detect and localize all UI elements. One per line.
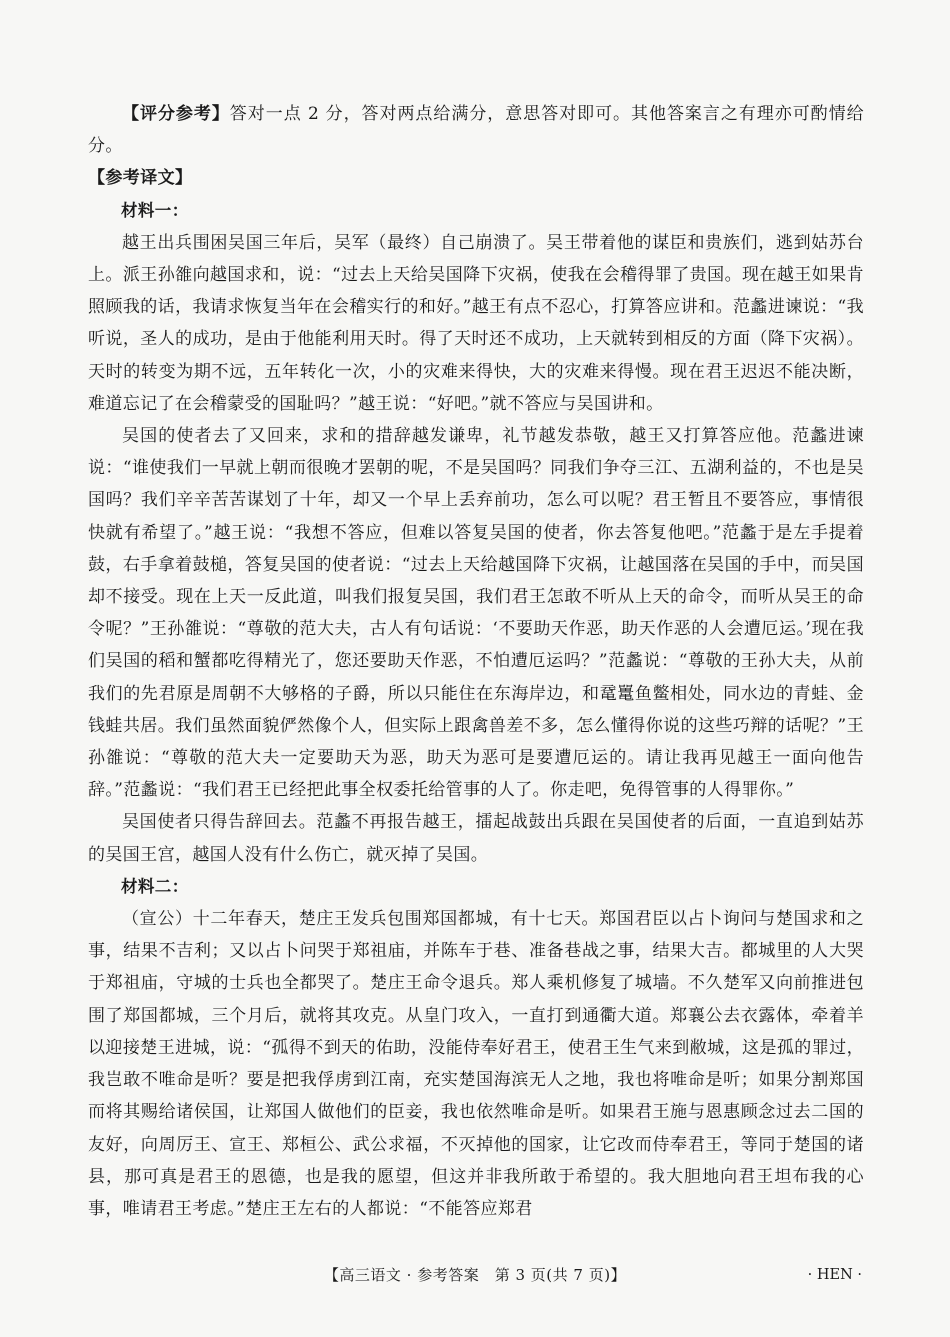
material-one-paragraph: 吴国使者只得告辞回去。范蠡不再报告越王，擂起战鼓出兵跟在吴国使者的后面，一直追到姑苏的吴国王宫，越国人没有什么伤亡，就灭掉了吴国。 <box>88 812 864 865</box>
page-number-label: 【高三语文 · 参考答案 第 3 页(共 7 页)】 <box>323 1266 627 1284</box>
material-one-heading: 材料一： <box>121 200 189 220</box>
region-code: · HEN · <box>807 1267 862 1283</box>
scoring-reference <box>88 98 864 162</box>
material-two-paragraph: （宣公）十二年春天，楚庄王发兵包围郑国都城，有十七天。郑国君臣以占卜询问与楚国求和之事，结果不吉利；又以占卜问哭于郑祖庙，并陈车于巷、准备巷战之事，结果大吉。都城里的人大哭于郑祖庙，守城的士兵也全都哭了。楚庄王命令退兵。郑人乘机修复了城墙。不久楚军又向前推进包围了郑国都城，三个月后，就将其攻克。从皇门攻入，一直打到通衢大道。郑襄公去衣露体，牵着羊以迎接楚王进城，说：“孤得不到天的佑助，没能侍奉好君王，使君王生气来到敝城，这是孤的罪过，我岂敢不唯命是听？要是把我俘虏到江南，充实楚国海滨无人之地，我也将唯命是听；如果分割郑国而将其赐给诸侯国，让郑国人做他们的臣妾，我也依然唯命是听。如果君王施与恩惠顾念过去二国的友好，向周厉王、宣王、郑桓公、武公求福，不灭掉他的国家，让它改而侍奉君王，等同于楚国的诸县，那可真是君王的恩德，也是我的愿望，但这并非我所敢于希望的。我大胆地向君王坦布我的心事，唯请君王考虑。”楚庄王左右的人都说：“不能答应郑君 <box>88 909 864 1219</box>
material-two-heading: 材料二： <box>121 876 189 896</box>
reference-translation-heading: 【参考译文】 <box>88 168 193 189</box>
material-one-paragraph: 越王出兵围困吴国三年后，吴军（最终）自己崩溃了。吴王带着他的谋臣和贵族们，逃到姑苏台上。派王孙雒向越国求和，说：“过去上天给吴国降下灾祸，使我在会稽得罪了贵国。现在越王如果肯照顾我的话，我请求恢复当年在会稽实行的和好。”越王有点不忍心，打算答应讲和。范蠡进谏说：“我听说，圣人的成功，是由于他能利用天时。得了天时还不成功，上天就转到相反的方面（降下灾祸）。天时的转变为期不远，五年转化一次，小的灾难来得快，大的灾难来得慢。现在君王迟迟不能决断，难道忘记了在会稽蒙受的国耻吗？”越王说：“好吧。”就不答应与吴国讲和。 <box>88 232 864 414</box>
scoring-reference-text: 答对一点 2 分，答对两点给满分，意思答对即可。其他答案言之有理亦可酌情给分。 <box>88 104 864 157</box>
page-footer <box>0 1262 950 1288</box>
page-content <box>88 98 864 1225</box>
material-one-paragraph: 吴国的使者去了又回来，求和的措辞越发谦卑，礼节越发恭敬，越王又打算答应他。范蠡进谏说：“谁使我们一早就上朝而很晚才罢朝的呢，不是吴国吗？同我们争夺三江、五湖利益的，不也是吴国吗？我们辛辛苦苦谋划了十年，却又一个早上丢弃前功，怎么可以呢？君王暂且不要答应，事情很快就有希望了。”越王说：“我想不答应，但难以答复吴国的使者，你去答复他吧。”范蠡于是左手提着鼓，右手拿着鼓槌，答复吴国的使者说：“过去上天给越国降下灾祸，让越国落在吴国的手中，而吴国却不接受。现在上天一反此道，叫我们报复吴国，我们君王怎敢不听从上天的命令，而听从吴王的命令呢？”王孙雒说：“尊敬的范大夫，古人有句话说：‘不要助天作恶，助天作恶的人会遭厄运。’现在我们吴国的稻和蟹都吃得精光了，您还要助天作恶，不怕遭厄运吗？”范蠡说：“尊敬的王孙大夫，从前我们的先君原是周朝不大够格的子爵，所以只能住在东海岸边，和鼋鼍鱼鳖相处，同水边的青蛙、金钱蛙共居。我们虽然面貌俨然像个人，但实际上跟禽兽差不多，怎么懂得你说的这些巧辩的话呢？”王孙雒说：“尊敬的范大夫一定要助天为恶，助天为恶可是要遭厄运的。请让我再见越王一面向他告辞。”范蠡说：“我们君王已经把此事全权委托给管事的人了。你走吧，免得管事的人得罪你。” <box>88 426 864 801</box>
scoring-reference-tag: 【评分参考】 <box>122 104 230 124</box>
